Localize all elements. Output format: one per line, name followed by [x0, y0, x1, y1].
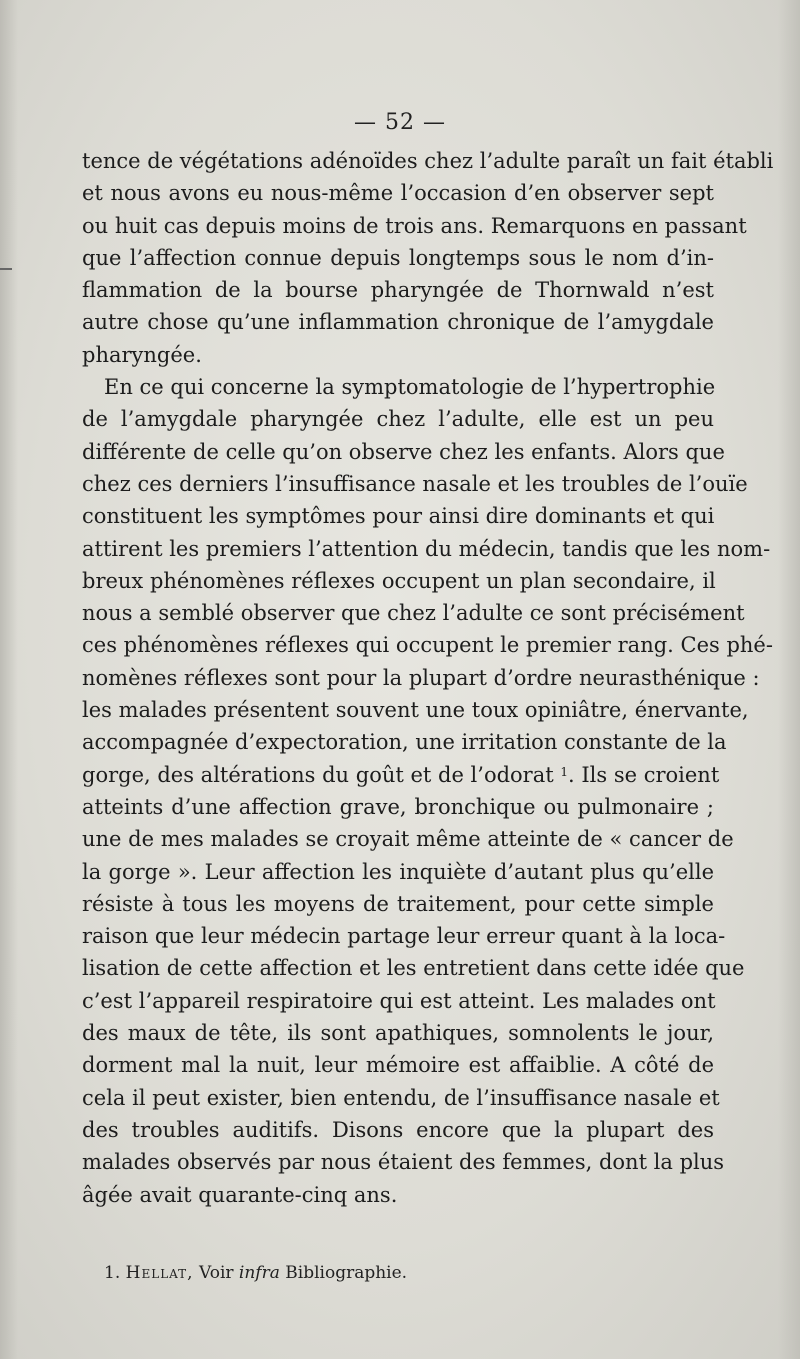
- footnote-italic: infra: [238, 1263, 280, 1283]
- text-line: nous a semblé observer que chez l’adulte ce sont précisément: [82, 601, 745, 626]
- text-line-start: gorge, des altérations du goût et de l’odorat: [82, 762, 554, 787]
- page-shadow-left: [0, 0, 18, 1359]
- text-line: autre chose qu’une inflammation chronique de l’amygdale: [82, 310, 714, 335]
- text-line: la gorge ». Leur affection les inquiète d’autant plus qu’elle: [82, 859, 714, 884]
- footnote: [104, 1263, 407, 1283]
- page-number: — 52 —: [354, 110, 446, 135]
- text-line: raison que leur médecin partage leur erreur quant à la loca-: [82, 924, 726, 949]
- text-line: tence de végétations adénoïdes chez l’adulte paraît un fait établi: [82, 149, 774, 173]
- text-line: chez ces derniers l’insuffisance nasale et les troubles de l’ouïe: [82, 471, 748, 496]
- text-line: dorment mal la nuit, leur mémoire est affaiblie. A côté de: [82, 1053, 714, 1078]
- body-text: [82, 145, 774, 1211]
- text-line: une de mes malades se croyait même atteinte de « cancer de: [82, 827, 734, 852]
- text-line: que l’affection connue depuis longtemps sous le nom d’in-: [82, 245, 714, 270]
- footnote-author: Hellat,: [125, 1263, 194, 1283]
- page-shadow-right: [778, 0, 800, 1359]
- text-line: malades observés par nous étaient des femmes, dont la plus: [82, 1150, 725, 1175]
- text-line-end: . Ils se croient: [568, 762, 720, 787]
- text-line: des maux de tête, ils sont apathiques, somnolents le jour,: [82, 1021, 714, 1046]
- text-line: accompagnée d’expectoration, une irritation constante de la: [82, 730, 727, 755]
- text-line: constituent les symptômes pour ainsi dire dominants et qui: [82, 504, 715, 529]
- text-line: ces phénomènes réflexes qui occupent le premier rang. Ces phé-: [82, 633, 773, 658]
- text-line: cela il peut exister, bien entendu, de l’insuffisance nasale et: [82, 1085, 720, 1110]
- footnote-reference: 1: [560, 764, 569, 779]
- text-line: nomènes réflexes sont pour la plupart d’ordre neurasthénique :: [82, 665, 760, 690]
- text-line: âgée avait quarante-cinq ans.: [82, 1182, 398, 1207]
- text-line-with-footnote: [82, 759, 720, 791]
- text-line: et nous avons eu nous-même l’occasion d’en observer sept: [82, 181, 714, 206]
- text-line: En ce qui concerne la symptomatologie de l’hypertrophie: [104, 375, 716, 400]
- text-line: lisation de cette affection et les entretient dans cette idée que: [82, 956, 745, 981]
- text-line: de l’amygdale pharyngée chez l’adulte, elle est un peu: [82, 407, 714, 432]
- text-line: les malades présentent souvent une toux opiniâtre, énervante,: [82, 698, 749, 723]
- text-line: ou huit cas depuis moins de trois ans. Remarquons en passant: [82, 213, 747, 238]
- text-line: résiste à tous les moyens de traitement, pour cette simple: [82, 891, 714, 916]
- footnote-number: 1.: [104, 1263, 121, 1283]
- text-line: des troubles auditifs. Disons encore que la plupart des: [82, 1117, 714, 1142]
- margin-mark: [0, 268, 12, 270]
- text-line: pharyngée.: [82, 342, 202, 367]
- text-line: flammation de la bourse pharyngée de Thornwald n’est: [82, 278, 714, 303]
- text-line: différente de celle qu’on observe chez les enfants. Alors que: [82, 439, 725, 464]
- text-line: c’est l’appareil respiratoire qui est atteint. Les malades ont: [82, 988, 716, 1013]
- text-line: atteints d’une affection grave, bronchique ou pulmonaire ;: [82, 794, 714, 819]
- text-line: breux phénomènes réflexes occupent un plan secondaire, il: [82, 568, 716, 593]
- text-line: attirent les premiers l’attention du médecin, tandis que les nom-: [82, 536, 771, 561]
- footnote-text-after: Bibliographie.: [285, 1263, 408, 1283]
- footnote-text-before: Voir: [199, 1263, 234, 1283]
